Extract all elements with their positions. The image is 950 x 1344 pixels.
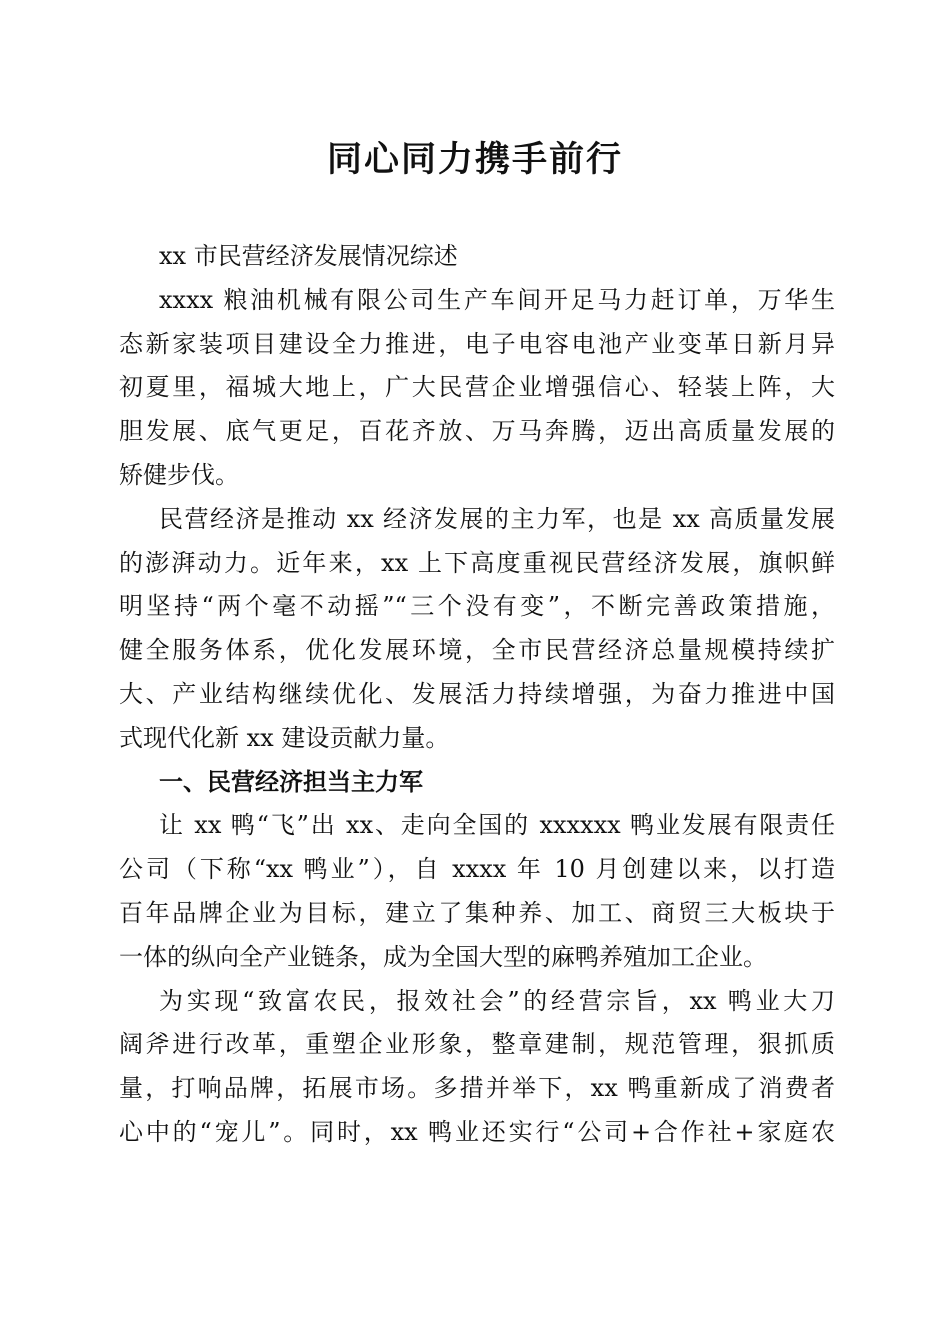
paragraph-line: 阔斧进行改革，重塑企业形象，整章建制，规范管理，狠抓质 xyxy=(119,1030,835,1059)
paragraph-line: 一体的纵向全产业链条，成为全国大型的麻鸭养殖加工企业。 xyxy=(119,942,767,971)
paragraph-line: xxxx 粮油机械有限公司生产车间开足马力赶订单，万华生 xyxy=(159,285,835,314)
document-body xyxy=(119,235,835,1155)
paragraph-line: 健全服务体系，优化发展环境，全市民营经济总量规模持续扩 xyxy=(119,636,835,665)
paragraph-line: 为实现“致富农民，报效社会”的经营宗旨，xx 鸭业大刀 xyxy=(159,986,835,1015)
paragraph-line: 矫健步伐。 xyxy=(119,460,239,489)
paragraph-line: 态新家装项目建设全力推进，电子电容电池产业变革日新月异 xyxy=(119,329,835,358)
paragraph-line: 民营经济是推动 xx 经济发展的主力军，也是 xx 高质量发展 xyxy=(159,504,835,533)
paragraph xyxy=(119,804,835,979)
section-heading: 一、民营经济担当主力军 xyxy=(159,767,423,796)
paragraph-line: 初夏里，福城大地上，广大民营企业增强信心、轻装上阵，大 xyxy=(119,373,835,402)
paragraph-line: 心中的“宠儿”。同时，xx 鸭业还实行“公司+合作社+家庭农 xyxy=(119,1117,835,1146)
paragraph xyxy=(119,498,835,761)
paragraph-line: 式现代化新 xx 建设贡献力量。 xyxy=(119,723,450,752)
paragraph-line: 明坚持“两个毫不动摇”“三个没有变”，不断完善政策措施， xyxy=(119,592,835,621)
paragraph xyxy=(119,279,835,498)
paragraph-line: 量，打响品牌，拓展市场。多措并举下，xx 鸭重新成了消费者 xyxy=(119,1074,835,1103)
paragraph-line: 胆发展、底气更足，百花齐放、万马奔腾，迈出高质量发展的 xyxy=(119,417,835,446)
paragraph-line: 大、产业结构继续优化、发展活力持续增强，为奋力推进中国 xyxy=(119,679,835,708)
paragraph-line: 百年品牌企业为目标，建立了集种养、加工、商贸三大板块于 xyxy=(119,898,835,927)
paragraph-line: 让 xx 鸭“飞”出 xx、走向全国的 xxxxxx 鸭业发展有限责任 xyxy=(159,811,835,840)
paragraph-line: 的澎湃动力。近年来，xx 上下高度重视民营经济发展，旗帜鲜 xyxy=(119,548,835,577)
document-subtitle: xx 市民营经济发展情况综述 xyxy=(159,242,458,270)
document-title: 同心同力携手前行 xyxy=(326,139,623,180)
paragraph xyxy=(119,980,835,1155)
paragraph-line: 公司（下称“xx 鸭业”），自 xxxx 年 10 月创建以来，以打造 xyxy=(119,855,835,884)
